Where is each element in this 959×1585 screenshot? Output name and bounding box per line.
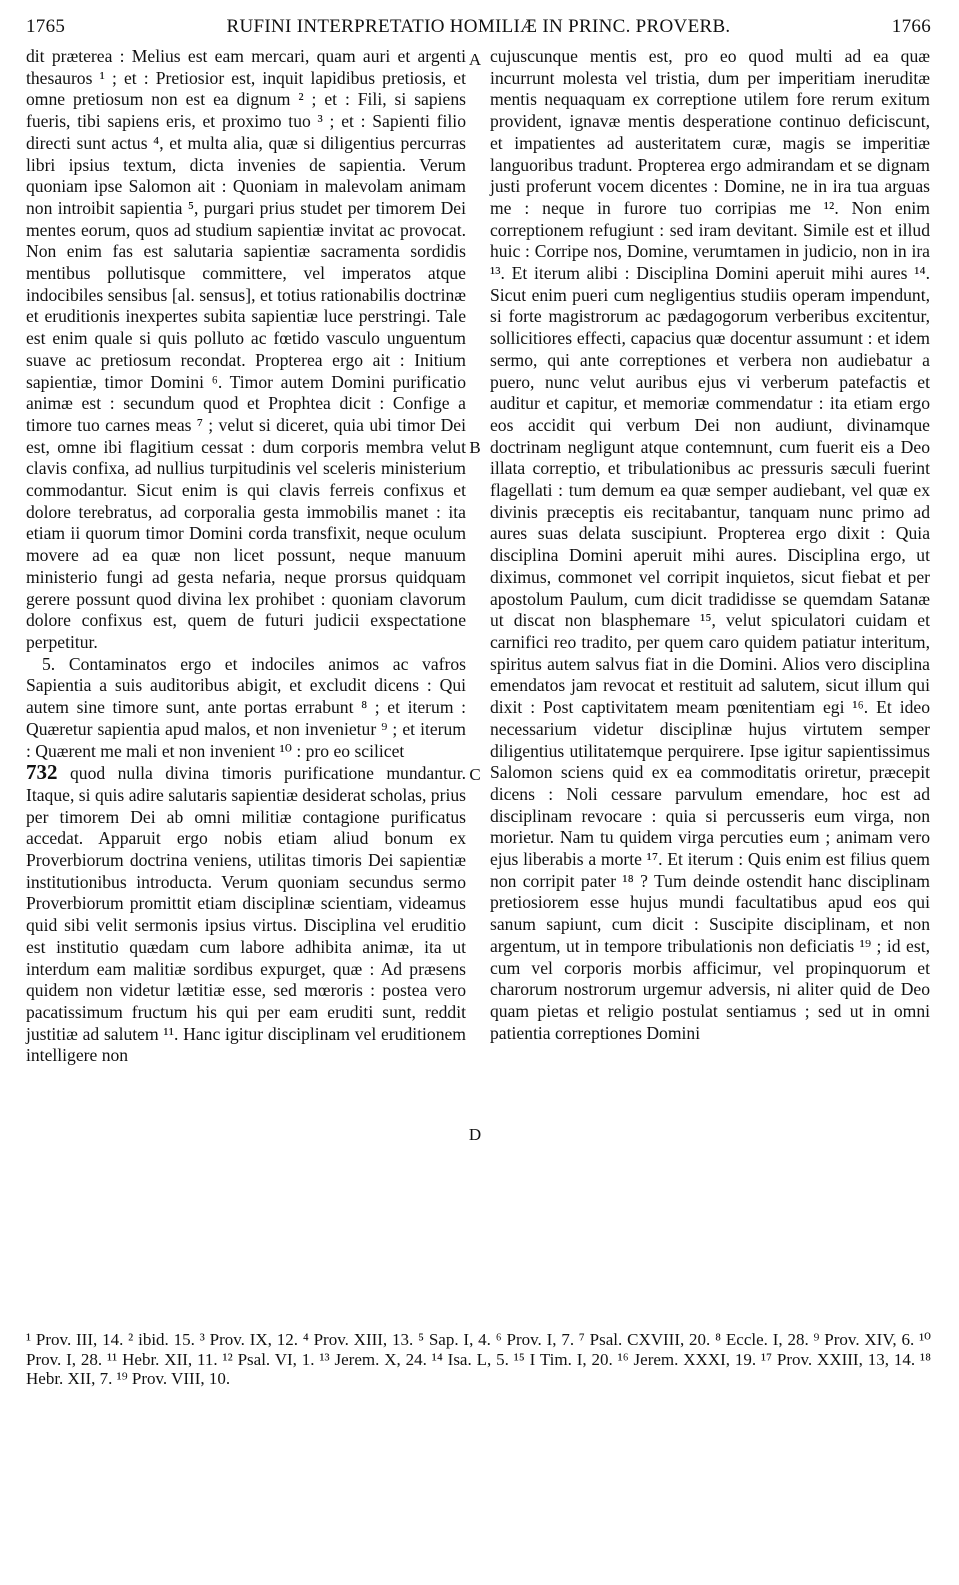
left-column [26,46,466,1067]
running-title: RUFINI INTERPRETATIO HOMILIÆ IN PRINC. PROVERB. [226,16,731,37]
page-header [26,10,931,42]
page-number-right: 1766 [891,16,931,37]
column-marker-number: 732 [26,760,58,785]
left-paragraph-2: 5. Contaminatos ergo et indociles animos ac vafros Sapientia a suis auditoribus abigit, et excludit dicens : Qui autem sine timore sunt, ante portas errabunt ⁸ ; et iterum : Quæretur sapientia apud malos, et non invenietur ⁹ ; et iterum : Quærent me mali et non invenient ¹⁰ : pro eo scilicet [26,653,466,761]
right-paragraph-1: cujuscunque mentis est, pro eo quod multi ad ea quæ incurrunt molesta vel tristia, dum per imperitiam ineruditæ mentis nequaquam ex correptione utilem fore rerum exitum provident, ignavæ mentis desperatione continuo deficiscunt, et impatientes ad austeritatem curæ, magis se imperitiæ languoribus tradunt. Propterea ergo admirandam et se dignam justi proferunt vocem dicentes : Domine, ne in ira tua arguas me : neque in furore tuo corripias me ¹². Non enim correptionem refugiunt : sed iram devitant. Simile est et illud huic : Corripe nos, Domine, verumtamen in judicio, non in ira ¹³. Et iterum alibi : Disciplina Domini aperuit mihi aures ¹⁴. Sicut enim pueri cum negligentius studiis operam impendunt, si forte magistrorum ac pædagogorum verberibus excitentur, sollicitiores effecti, capacius quæ docentur assumunt : et idem sermo, qui ante correptiones et verbera non audiebatur a puero, nunc velut auribus ejus vi verberum patefactis et auditur et capitur, et memoriæ commendatur : ita etiam ergo eos accidit qui verbum Dei non audiunt, divinamque doctrinam negligunt atque contemnunt, cum fuerit eis a Deo illata correptio, et tribulationibus ac pressuris sæculi fuerint flagellati : tum demum ea quæ semper audiebant, vel quæ ex divinis præceptis eis recitabantur, tanquam nunc primo ad aures suas delata suscipiunt. Propterea ergo dixit : Quia disciplina Domini aperuit mihi aures. Disciplina ergo, ut diximus, commonet vel corripit inquietos, sicut fiebat et per apostolum Paulum, cum dicit tradidisse se quemdam Satanæ ut discat non blasphemare ¹⁵, velut spiculatori cuidam et carnifici reo tradito, per quem caro quidem patiatur interitum, spiritus autem salvus fiat in die Domini. Alios vero disciplina emendatos jam revocat et restituit ad salutem, sicut illum qui dixit : Post captivitatem meam pœnitentiam egi ¹⁶. Et ideo necessarium videtur disciplinæ hujus virtutem semper diligentius utilitatemque perquirere. Ipse igitur sapientissimus Salomon sciens quid ex ea commoditatis oriretur, præcepit dicens : Noli cessare parvulum emendare, hoc est ad disciplinam revocare : quia si percusseris eum virga, non morietur. Nam tu quidem virga percuties eum ; animam vero ejus liberabis a morte ¹⁷. Et iterum : Quis enim est filius quem non corripit pater ¹⁸ ? Tum deinde ostendit hanc disciplinam pretiosiorem esse hujus mundi facultatibus apud eos qui sanum sapiunt, cum dicit : Suscipite disciplinam, et non argentum, ut in tempore tribulationis non deficiatis ¹⁹ ; id est, cum vel corporis morbis afficimur, vel propinquorum et charorum nostrorum urgemur adversis, ni aliter quid de Deo quam pietas et religio postulat sentiamus ; sed ut in omni patientia correptiones Domini [490,46,930,1043]
left-paragraph-3-text: quod nulla divina timoris purificatione mundantur. Itaque, si quis adire salutaris sapientiæ desiderat scholas, prius per timorem Dei ab omni militiæ contagione purificatus accedat. Apparuit ergo nobis etiam aliud bonum ex Proverbiorum doctrina veniens, utilitas timoris Dei sapientiæ institutionibus introducta. Verum quoniam secundus sermo Proverbiorum promittit etiam disciplinæ scientiam, videamus quid sibi velit sermonis ipsius virtus. Disciplina vel eruditio est institutio quædam cum labore adhibita animæ, ita ut interdum eam malitiæ sordibus expurget, quæ : Ad præsens quidem non videtur lætitiæ esse, sed mœroris : postea vero pacatissimum fructum his qui per eam eruditi sunt, reddit justitiæ ad salutem ¹¹. Hanc igitur disciplinam vel eruditionem intelligere non [26,763,466,1066]
left-paragraph-3 [26,762,466,1067]
right-column [490,46,930,1044]
left-paragraph-1: dit præterea : Melius est eam mercari, quam auri et argenti thesauros ¹ ; et : Pretiosior est, inquit lapidibus pretiosis, et omne pretiosum non est ea dignum ² ; et : Fili, si sapiens fueris, tibi sapiens eris, et proximo tuo ³ ; et : Sapienti filio directi sunt actus ⁴, et multa alia, quæ si diligentius percurras libri ipsius textum, dicta invenies de sapientia. Verum quoniam ipse Salomon ait : Quoniam in malevolam animam non introibit sapientia ⁵, purgari prius studet per timorem Dei mentes eorum, quos ad studium sapientiæ invitat ac provocat. Non enim fas est salutaria sapientiæ sacramenta sordidis mentibus pollutisque committere, vel imperatos atque indocibiles sensibus [al. sensus], et totius rationabilis doctrinæ et eruditionis inexpertes subita sapientiæ luce perstringi. Tale est enim quale si quis polluto ac fœtido vasculo unguentum suave ac pretiosum recondat. Propterea ergo ait : Initium sapientiæ, timor Domini ⁶. Timor autem Domini purificatio animæ est : secundum quod et Prophtea dicit : Confige a timore tuo carnes meas ⁷ ; velut si diceret, quia ubi timor Dei est, omne ibi flagitium cessat : dum corporis membra velut clavis confixa, ad nullius turpitudinis vel sceleris ministerium commodantur. Sicut enim is qui clavis ferreis confixus et dolore terebratus, ad corporalia gesta immobilis manet : ita etiam ii quorum timor Domini corda transfixit, neque oculum movere ad ea quæ non licet possunt, neque manuum ministerio fungi ad gesta nefaria, neque prorsus quidquam gerere possunt quod divina lex prohibet : quoniam clavorum dolore confixus est, quem de futuri judicii exspectatione perpetitur. [26,46,466,652]
page-number-left: 1765 [26,16,66,37]
footnotes: ¹ Prov. III, 14. ² ibid. 15. ³ Prov. IX, 12. ⁴ Prov. XIII, 13. ⁵ Sap. I, 4. ⁶ Prov. I, 7. ⁷ Psal. CXVIII, 20. ⁸ Eccle. I, 28. ⁹ Prov. XIV, 6. ¹⁰ Prov. I, 28. ¹¹ Hebr. XII, 11. ¹² Psal. VI, 1. ¹³ Jerem. X, 24. ¹⁴ Isa. L, 5. ¹⁵ I Tim. I, 20. ¹⁶ Jerem. XXXI, 19. ¹⁷ Prov. XXIII, 13, 14. ¹⁸ Hebr. XII, 7. ¹⁹ Prov. VIII, 10. [26,1330,931,1388]
margin-letter-d: D [468,1125,482,1144]
margin-letter-b: B [469,438,481,457]
margin-letter-c: C [469,765,481,784]
margin-letter-a: A [468,50,482,69]
